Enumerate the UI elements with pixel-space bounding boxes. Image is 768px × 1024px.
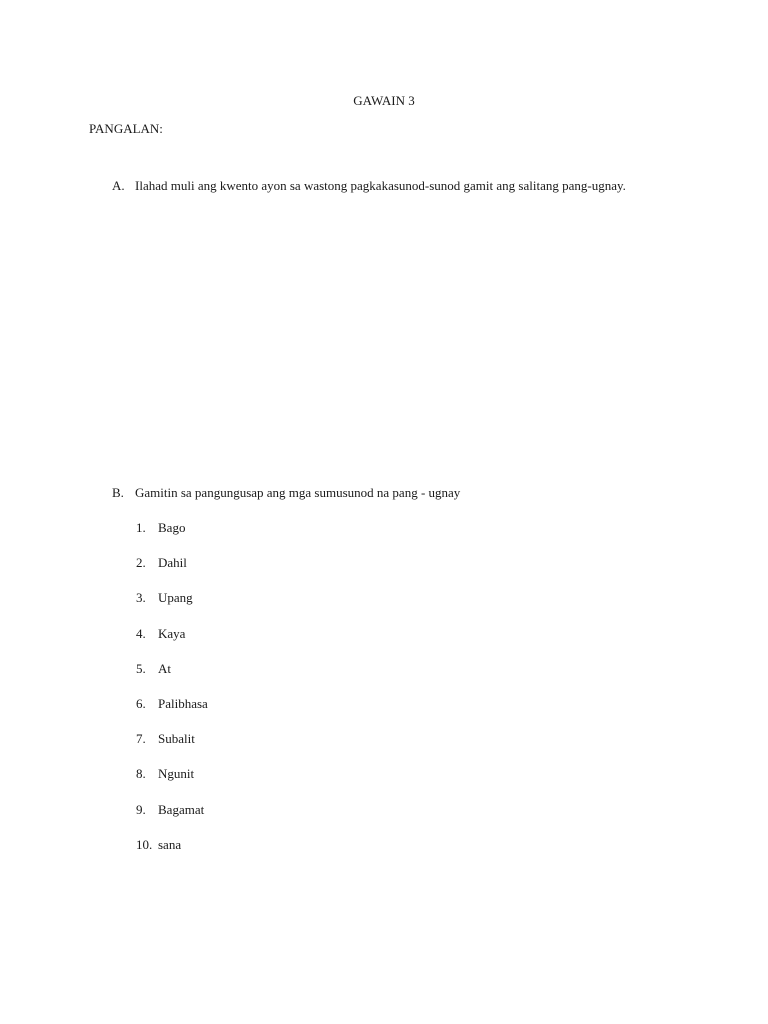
- conjunction-list: [136, 520, 208, 872]
- list-item-word: Bago: [158, 520, 186, 535]
- section-a-instruction: Ilahad muli ang kwento ayon sa wastong pagkakasunod-sunod gamit ang salitang pang-ugnay.: [135, 178, 626, 193]
- list-item-word: Upang: [158, 590, 193, 606]
- list-item-number: 1.: [136, 520, 146, 535]
- list-item-number: 2.: [136, 555, 146, 571]
- section-b: [112, 485, 460, 501]
- list-item: [136, 766, 208, 801]
- list-item-word: Bagamat: [158, 801, 205, 817]
- list-item: [136, 626, 208, 661]
- list-item-word: Kaya: [158, 625, 186, 641]
- list-item-number: 9.: [136, 801, 146, 817]
- page-title: GAWAIN 3: [353, 93, 415, 108]
- list-item-number: 5.: [136, 660, 146, 676]
- list-item-word: Dahil: [158, 555, 187, 571]
- list-item-word: Palibhasa: [158, 695, 208, 711]
- list-item: [136, 802, 208, 837]
- list-item-number: 6.: [136, 695, 146, 711]
- list-item: [136, 837, 208, 872]
- list-item-number: 8.: [136, 766, 146, 782]
- list-item-word: sana: [158, 836, 182, 852]
- list-item-word: Subalit: [158, 731, 195, 747]
- list-item-number: 7.: [136, 731, 146, 747]
- name-field-label: PANGALAN:: [89, 121, 163, 136]
- list-item: [136, 590, 208, 625]
- list-item-number: 10.: [136, 836, 153, 852]
- section-b-marker: B.: [112, 485, 124, 500]
- list-item: [136, 731, 208, 766]
- list-item: [136, 661, 208, 696]
- list-item-word: At: [158, 660, 171, 676]
- section-b-instruction: Gamitin sa pangungusap ang mga sumusunod na pang - ugnay: [135, 485, 461, 500]
- list-item: [136, 696, 208, 731]
- list-item: [136, 520, 208, 555]
- list-item: [136, 555, 208, 590]
- list-item-number: 4.: [136, 625, 146, 641]
- section-a-marker: A.: [112, 178, 125, 193]
- list-item-word: Ngunit: [158, 766, 195, 782]
- section-a: [112, 178, 626, 194]
- list-item-number: 3.: [136, 590, 146, 606]
